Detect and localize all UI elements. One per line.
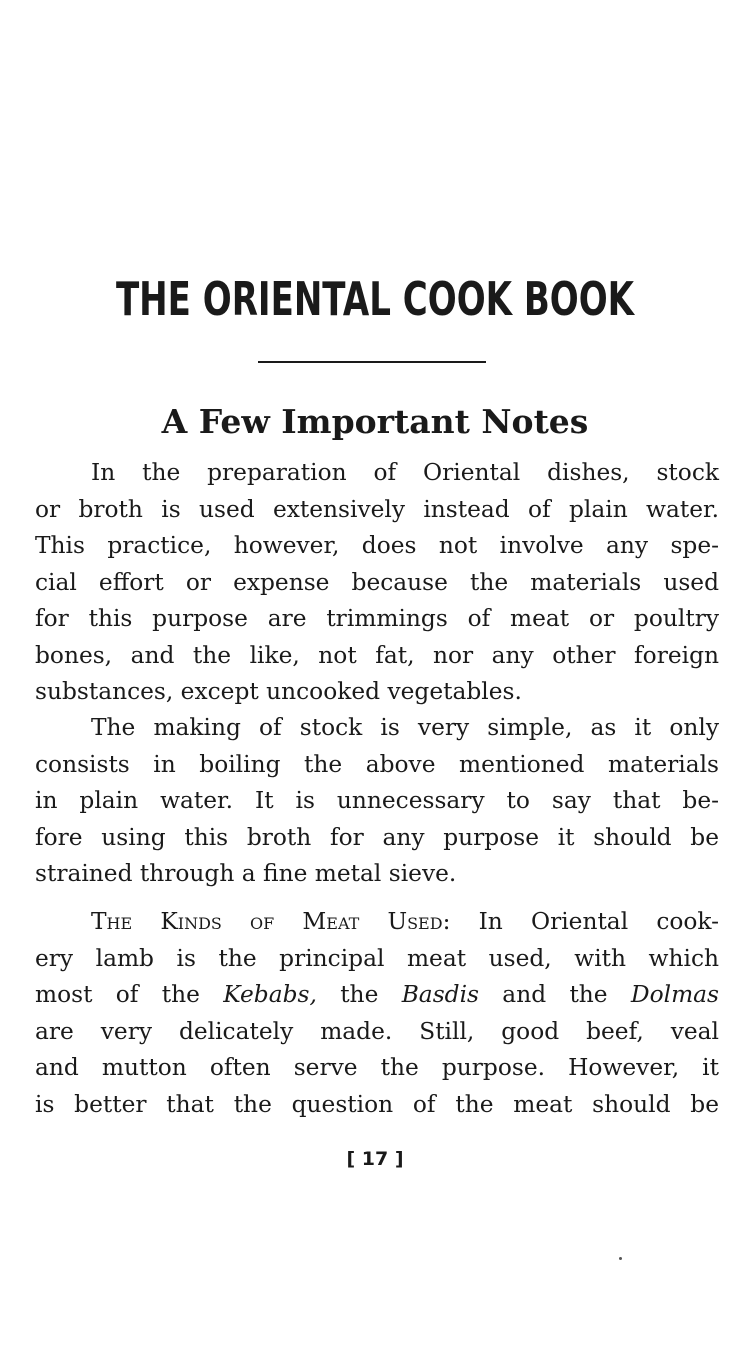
print-speck [619, 1257, 622, 1260]
text-line: or broth is used extensively instead of plain water. [35, 495, 719, 523]
text-line: The making of stock is very simple, as it only [91, 714, 719, 741]
text-line: and mutton often serve the purpose. However, it [35, 1054, 719, 1081]
text-line: fore using this broth for any purpose it should be [35, 823, 719, 851]
text-line: in plain water. It is unnecessary to say that be- [35, 787, 719, 814]
text-line: strained through a fine metal sieve. [35, 860, 457, 887]
text-line: This practice, however, does not involve any spe- [35, 532, 719, 559]
text-line [35, 904, 719, 941]
book-title: THE ORIENTAL COOK BOOK [115, 272, 635, 326]
page-number: [ 17 ] [346, 1148, 404, 1170]
text-line: for this purpose are trimmings of meat or poultry [35, 605, 719, 632]
text-line: are very delicately made. Still, good beef, veal [35, 1017, 719, 1045]
text-line: substances, except uncooked vegetables. [35, 678, 522, 705]
text-line [35, 977, 719, 1014]
paragraph-making-stock [35, 710, 719, 893]
text-line: bones, and the like, not fat, nor any other foreign [35, 641, 719, 669]
text-run: the [316, 981, 402, 1008]
paragraph-stock [35, 455, 719, 711]
text-run: most of the [35, 981, 224, 1008]
section-title: A Few Important Notes [161, 402, 589, 441]
text-line: ery lamb is the principal meat used, with which [35, 944, 719, 972]
text-line: consists in boiling the above mentioned materials [35, 750, 719, 778]
dish-name: Basdis [401, 981, 479, 1008]
dish-name: Dolmas [630, 981, 720, 1008]
run-in-heading: The Kinds of Meat Used [91, 908, 443, 935]
text-line: is better that the question of the meat should be [35, 1090, 719, 1118]
text-run: : In Oriental cook- [442, 908, 719, 935]
text-run: and the [478, 981, 631, 1008]
paragraph-kinds-of-meat [35, 904, 719, 1123]
text-line: In the preparation of Oriental dishes, stock [91, 459, 719, 486]
text-line: cial effort or expense because the materials used [35, 568, 719, 596]
title-rule [258, 361, 486, 363]
dish-name: Kebabs, [223, 981, 317, 1008]
